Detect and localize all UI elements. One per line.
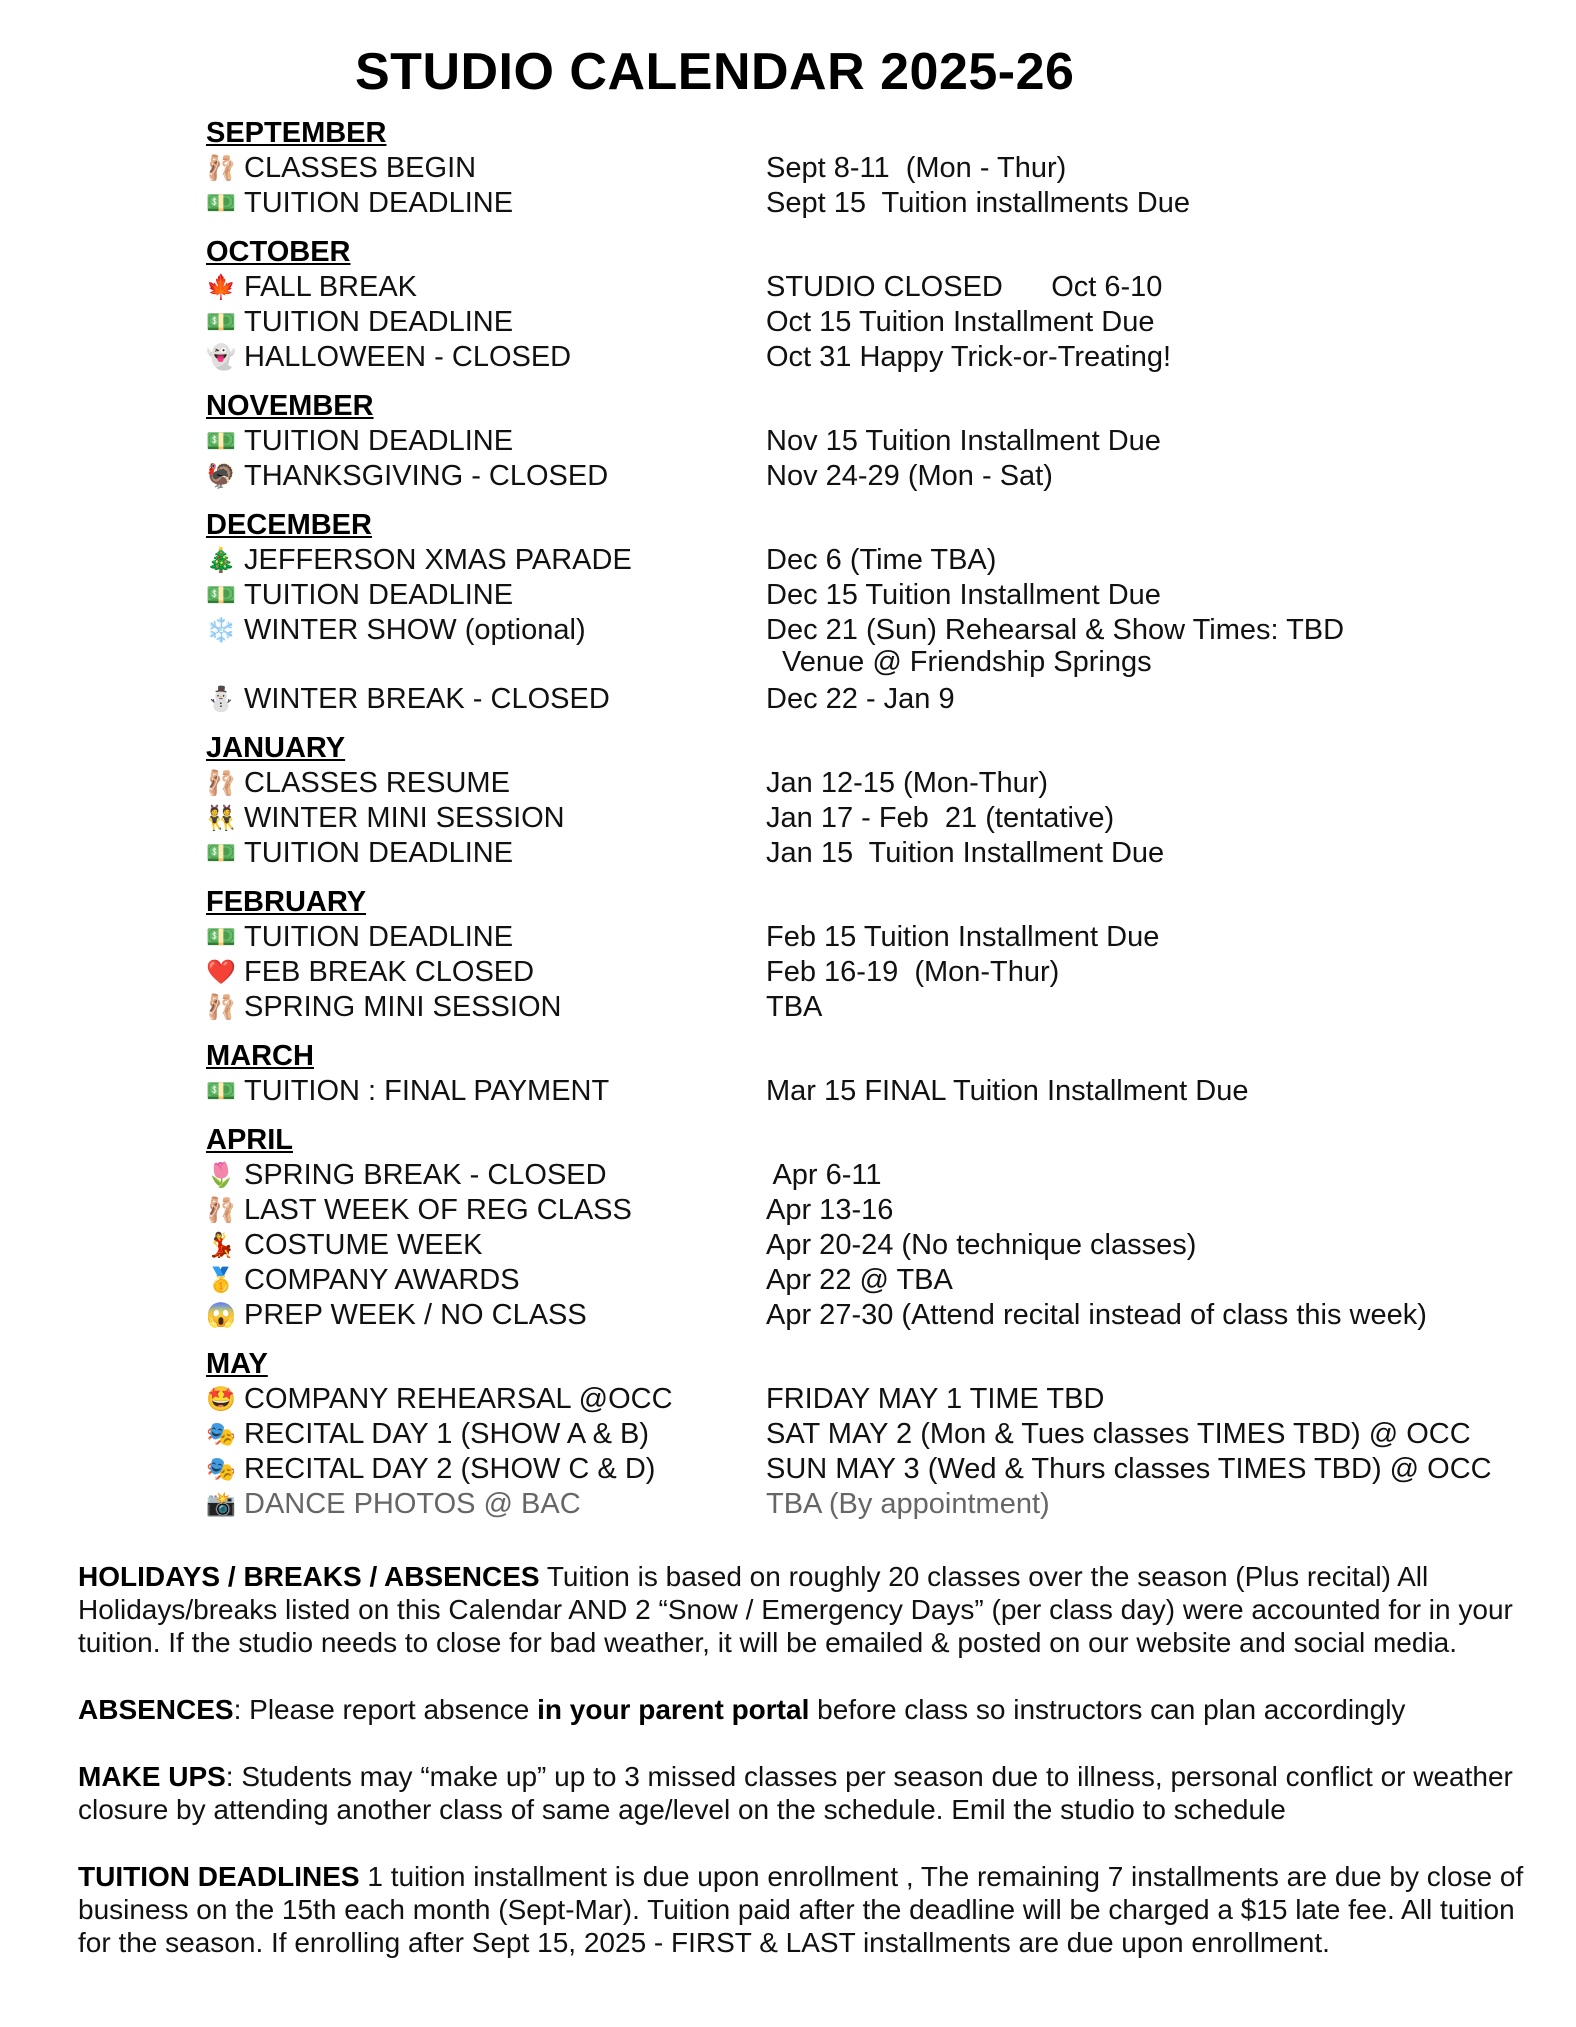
medal-icon: 🥇 — [206, 1267, 236, 1294]
event-row — [206, 1452, 1506, 1487]
event-detail: Jan 15 Tuition Installment Due — [766, 837, 1165, 869]
event-label: WINTER BREAK - CLOSED — [244, 683, 610, 715]
event-label-cell — [206, 1193, 766, 1228]
event-row — [206, 920, 1506, 955]
event-label-cell — [206, 578, 766, 613]
month-heading: FEBRUARY — [206, 886, 367, 918]
event-label-cell — [206, 613, 766, 648]
absences-text-before: : Please report absence — [233, 1694, 538, 1725]
month-heading: MARCH — [206, 1040, 314, 1072]
event-detail-cell — [766, 543, 1506, 578]
event-row — [206, 340, 1506, 375]
month-heading: MAY — [206, 1348, 268, 1380]
event-detail: Feb 16-19 (Mon-Thur) — [766, 956, 1060, 988]
event-label: RECITAL DAY 1 (SHOW A & B) — [244, 1418, 650, 1450]
absences-note — [78, 1693, 1548, 1726]
event-label-cell — [206, 920, 766, 955]
event-detail: Dec 15 Tuition Installment Due — [766, 579, 1161, 611]
event-row — [206, 151, 1506, 186]
event-detail: Apr 13-16 — [766, 1194, 894, 1226]
month-heading: OCTOBER — [206, 236, 351, 268]
event-label-cell — [206, 1487, 766, 1522]
event-label-cell — [206, 682, 766, 717]
tuition-text: 1 tuition installment is due upon enrollment , The remaining 7 installments are due by close of business on the 15th each month (Sept-Mar). Tuition paid after the deadline will be charged a $15 late fee. All tuition for the season. If enrolling after Sept 15, 2025 - FIRST & LAST installments are due upon enrollment. — [78, 1861, 1524, 1958]
money-icon: 💵 — [206, 190, 236, 217]
month-section-february — [206, 885, 1506, 1025]
event-detail: STUDIO CLOSED Oct 6-10 — [766, 271, 1163, 303]
month-section-march — [206, 1039, 1506, 1109]
event-detail: TBA (By appointment) — [766, 1488, 1050, 1520]
event-label: WINTER SHOW (optional) — [244, 614, 586, 646]
event-label: COMPANY REHEARSAL @OCC — [244, 1383, 673, 1415]
event-row — [206, 543, 1506, 578]
event-label: TUITION : FINAL PAYMENT — [244, 1075, 610, 1107]
event-label: TUITION DEADLINE — [244, 921, 514, 953]
event-row — [206, 1228, 1506, 1263]
event-label: RECITAL DAY 2 (SHOW C & D) — [244, 1453, 656, 1485]
event-row — [206, 682, 1506, 717]
event-row — [206, 578, 1506, 613]
makeups-note — [78, 1760, 1548, 1826]
event-detail-cell — [766, 682, 1506, 717]
event-detail: SAT MAY 2 (Mon & Tues classes TIMES TBD) @ OCC — [766, 1418, 1471, 1450]
page-title: STUDIO CALENDAR 2025-26 — [355, 43, 1075, 101]
money-icon: 💵 — [206, 840, 236, 867]
event-row — [206, 459, 1506, 494]
tuition-heading: TUITION DEADLINES — [78, 1861, 360, 1892]
event-label: FEB BREAK CLOSED — [244, 956, 535, 988]
makeups-text: : Students may “make up” up to 3 missed classes per season due to illness, personal conflict or weather closure by attending another class of same age/level on the schedule. Emil the studio to schedule — [78, 1761, 1513, 1825]
event-detail-cell — [766, 340, 1506, 375]
event-label: COMPANY AWARDS — [244, 1264, 520, 1296]
event-detail-cell — [766, 613, 1506, 682]
event-detail: Jan 17 - Feb 21 (tentative) — [766, 802, 1115, 834]
event-row — [206, 801, 1506, 836]
event-label-cell — [206, 1263, 766, 1298]
event-label: TUITION DEADLINE — [244, 425, 514, 457]
event-label: TUITION DEADLINE — [244, 579, 514, 611]
event-detail-cell — [766, 151, 1506, 186]
event-label: CLASSES BEGIN — [244, 152, 477, 184]
tulip-icon: 🌷 — [206, 1162, 236, 1189]
maple-leaf-icon: 🍁 — [206, 274, 236, 301]
event-detail: Jan 12-15 (Mon-Thur) — [766, 767, 1049, 799]
event-detail-cell — [766, 1228, 1506, 1263]
event-row — [206, 613, 1506, 682]
absences-heading: ABSENCES — [78, 1694, 234, 1725]
event-detail-cell — [766, 920, 1506, 955]
event-detail: Dec 21 (Sun) Rehearsal & Show Times: TBD — [766, 614, 1345, 646]
month-heading: SEPTEMBER — [206, 117, 387, 149]
month-heading: JANUARY — [206, 732, 346, 764]
event-row — [206, 1382, 1506, 1417]
heart-icon: ❤️ — [206, 959, 236, 986]
star-struck-icon: 🤩 — [206, 1386, 236, 1413]
event-label-cell — [206, 1158, 766, 1193]
event-label: SPRING MINI SESSION — [244, 991, 562, 1023]
event-detail-cell — [766, 186, 1506, 221]
event-label: THANKSGIVING - CLOSED — [244, 460, 609, 492]
event-row — [206, 1074, 1506, 1109]
dancer-icon: 💃 — [206, 1232, 236, 1259]
event-detail: Sept 8-11 (Mon - Thur) — [766, 152, 1067, 184]
event-label-cell — [206, 955, 766, 990]
money-icon: 💵 — [206, 428, 236, 455]
dancers-icon: 👯 — [206, 805, 236, 832]
event-label-cell — [206, 766, 766, 801]
holidays-heading: HOLIDAYS / BREAKS / ABSENCES — [78, 1561, 540, 1592]
event-detail: Dec 6 (Time TBA) — [766, 544, 997, 576]
event-label: TUITION DEADLINE — [244, 187, 514, 219]
event-detail-cell — [766, 990, 1506, 1025]
turkey-icon: 🦃 — [206, 463, 236, 490]
screaming-face-icon: 😱 — [206, 1302, 236, 1329]
month-section-april — [206, 1123, 1506, 1333]
event-label-cell — [206, 186, 766, 221]
event-label: CLASSES RESUME — [244, 767, 510, 799]
month-section-january — [206, 731, 1506, 871]
month-heading: DECEMBER — [206, 509, 372, 541]
event-label-cell — [206, 340, 766, 375]
event-row — [206, 766, 1506, 801]
event-detail: Feb 15 Tuition Installment Due — [766, 921, 1160, 953]
event-detail: Nov 15 Tuition Installment Due — [766, 425, 1161, 457]
event-label-cell — [206, 836, 766, 871]
event-detail: Apr 27-30 (Attend recital instead of class this week) — [766, 1299, 1427, 1331]
event-label: FALL BREAK — [244, 271, 418, 303]
event-detail: Dec 22 - Jan 9 — [766, 683, 955, 715]
event-label-cell — [206, 1417, 766, 1452]
makeups-heading: MAKE UPS — [78, 1761, 226, 1792]
event-detail: Apr 6-11 — [766, 1159, 882, 1191]
snowflake-icon: ❄️ — [206, 617, 236, 644]
month-heading: APRIL — [206, 1124, 293, 1156]
month-heading: NOVEMBER — [206, 390, 374, 422]
event-label-cell — [206, 270, 766, 305]
event-row — [206, 1298, 1506, 1333]
event-detail-cell — [766, 459, 1506, 494]
event-detail: Apr 20-24 (No technique classes) — [766, 1229, 1197, 1261]
event-label-cell — [206, 1452, 766, 1487]
event-label: LAST WEEK OF REG CLASS — [244, 1194, 632, 1226]
event-label: SPRING BREAK - CLOSED — [244, 1159, 607, 1191]
event-row — [206, 270, 1506, 305]
event-detail: FRIDAY MAY 1 TIME TBD — [766, 1383, 1105, 1415]
event-label: TUITION DEADLINE — [244, 306, 514, 338]
event-detail-cell — [766, 1452, 1506, 1487]
money-icon: 💵 — [206, 582, 236, 609]
event-detail-cell — [766, 1487, 1506, 1522]
event-detail: SUN MAY 3 (Wed & Thurs classes TIMES TBD) @ OCC — [766, 1453, 1492, 1485]
camera-icon: 📸 — [206, 1491, 236, 1518]
event-detail-cell — [766, 955, 1506, 990]
tuition-note — [78, 1860, 1548, 1959]
event-row — [206, 186, 1506, 221]
event-label-cell — [206, 459, 766, 494]
christmas-tree-icon: 🎄 — [206, 547, 236, 574]
money-icon: 💵 — [206, 309, 236, 336]
event-detail: Mar 15 FINAL Tuition Installment Due — [766, 1075, 1249, 1107]
calendar-list — [206, 116, 1506, 1536]
month-section-december — [206, 508, 1506, 717]
month-section-october — [206, 235, 1506, 375]
ballet-shoes-icon: 🩰 — [206, 1197, 236, 1224]
money-icon: 💵 — [206, 1078, 236, 1105]
snowman-icon: ⛄ — [206, 686, 236, 713]
event-detail-cell — [766, 578, 1506, 613]
event-label-cell — [206, 1298, 766, 1333]
theater-masks-icon: 🎭 — [206, 1456, 236, 1483]
event-detail-cell — [766, 1074, 1506, 1109]
event-detail-cell — [766, 1263, 1506, 1298]
ballet-shoes-icon: 🩰 — [206, 770, 236, 797]
event-detail-cell — [766, 1193, 1506, 1228]
event-row — [206, 1158, 1506, 1193]
event-label: JEFFERSON XMAS PARADE — [244, 544, 632, 576]
event-label: TUITION DEADLINE — [244, 837, 514, 869]
event-detail: Oct 15 Tuition Installment Due — [766, 306, 1155, 338]
ballet-shoes-icon: 🩰 — [206, 994, 236, 1021]
event-row — [206, 955, 1506, 990]
holidays-note — [78, 1560, 1548, 1659]
absences-text-after: before class so instructors can plan accordingly — [809, 1694, 1406, 1725]
event-detail-cell — [766, 801, 1506, 836]
event-label: DANCE PHOTOS @ BAC — [244, 1488, 581, 1520]
event-detail: Apr 22 @ TBA — [766, 1264, 953, 1296]
event-detail-cell — [766, 305, 1506, 340]
event-label: COSTUME WEEK — [244, 1229, 483, 1261]
event-label-cell — [206, 1228, 766, 1263]
event-row — [206, 990, 1506, 1025]
event-detail-cell — [766, 1298, 1506, 1333]
money-icon: 💵 — [206, 924, 236, 951]
event-detail-cell — [766, 836, 1506, 871]
event-detail: Oct 31 Happy Trick-or-Treating! — [766, 341, 1172, 373]
event-label-cell — [206, 424, 766, 459]
event-row — [206, 1487, 1506, 1522]
event-row — [206, 836, 1506, 871]
event-label: WINTER MINI SESSION — [244, 802, 565, 834]
event-row — [206, 305, 1506, 340]
event-row — [206, 424, 1506, 459]
event-detail-cell — [766, 270, 1506, 305]
absences-bold-phrase: in your parent portal — [537, 1694, 810, 1725]
event-detail-cell — [766, 766, 1506, 801]
event-label-cell — [206, 990, 766, 1025]
event-label-cell — [206, 1074, 766, 1109]
event-label: PREP WEEK / NO CLASS — [244, 1299, 587, 1331]
event-label-cell — [206, 151, 766, 186]
event-label-cell — [206, 305, 766, 340]
event-detail-cell — [766, 1382, 1506, 1417]
month-section-september — [206, 116, 1506, 221]
event-row — [206, 1193, 1506, 1228]
event-row — [206, 1263, 1506, 1298]
event-label: HALLOWEEN - CLOSED — [244, 341, 572, 373]
event-label-cell — [206, 1382, 766, 1417]
theater-masks-icon: 🎭 — [206, 1421, 236, 1448]
event-detail-cell — [766, 424, 1506, 459]
event-detail-secondary: Venue @ Friendship Springs — [782, 646, 1152, 678]
event-detail: Nov 24-29 (Mon - Sat) — [766, 460, 1053, 492]
month-section-november — [206, 389, 1506, 494]
event-detail-cell — [766, 1158, 1506, 1193]
event-detail: TBA — [766, 991, 823, 1023]
month-section-may — [206, 1347, 1506, 1522]
event-label-cell — [206, 543, 766, 578]
holidays-text: Tuition is based on roughly 20 classes over the season (Plus recital) All Holidays/breaks listed on this Calendar AND 2 “Snow / Emergency Days” (per class day) were accounted for in your tuition. If the studio needs to close for bad weather, it will be emailed & posted on our website and social media. — [78, 1561, 1513, 1658]
ballet-shoes-icon: 🩰 — [206, 155, 236, 182]
event-row — [206, 1417, 1506, 1452]
policy-notes — [78, 1560, 1548, 1993]
event-detail: Sept 15 Tuition installments Due — [766, 187, 1190, 219]
ghost-icon: 👻 — [206, 344, 236, 371]
event-detail-cell — [766, 1417, 1506, 1452]
event-label-cell — [206, 801, 766, 836]
